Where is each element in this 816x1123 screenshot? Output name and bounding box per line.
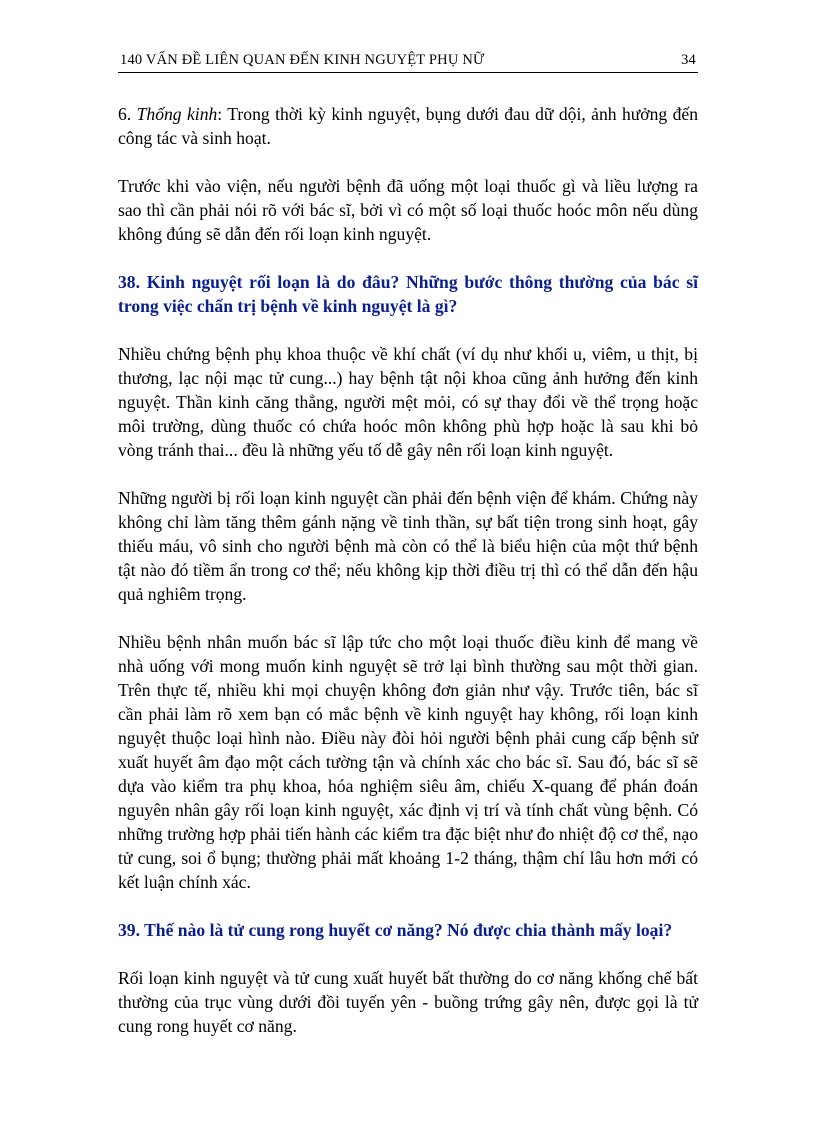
running-title: 140 VẤN ĐỀ LIÊN QUAN ĐẾN KINH NGUYỆT PHỤ NỮ (120, 52, 485, 68)
paragraph-38-1: Nhiều chứng bệnh phụ khoa thuộc về khí chất (ví dụ như khối u, viêm, u thịt, bị thương, lạc nội mạc tử cung...) hay bệnh tật nội khoa cũng ảnh hưởng đến kinh nguyệt. Thần kinh căng thẳng, người mệt mỏi, có sự thay đổi về thể trọng hoặc môi trường, dùng thuốc có chứa hoóc môn không phù hợp hoặc là sau khi bỏ vòng tránh thai... đều là những yếu tố dễ gây nên rối loạn kinh nguyệt. (118, 344, 698, 460)
heading-question-38: 38. Kinh nguyệt rối loạn là do đâu? Những bước thông thường của bác sĩ trong việc chẩn trị bệnh về kinh nguyệt là gì? (118, 272, 698, 316)
item-6-term: Thống kinh (136, 104, 218, 124)
item-6-label: 6. (118, 104, 137, 124)
item-6-text: : Trong thời kỳ kinh nguyệt, bụng dưới đau dữ dội, ảnh hưởng đến công tác và sinh hoạt. (118, 104, 698, 148)
paragraph-38-2: Những người bị rối loạn kinh nguyệt cần phải đến bệnh viện để khám. Chứng này không chỉ làm tăng thêm gánh nặng về tinh thần, sự bất tiện trong sinh hoạt, gây thiếu máu, vô sinh cho người bệnh mà còn có thể là biểu hiện của một thứ bệnh tật nào đó tiềm ẩn trong cơ thể; nếu không kịp thời điều trị thì có thể dẫn đến hậu quả nghiêm trọng. (118, 488, 698, 604)
item-6-paragraph (118, 102, 698, 150)
paragraph-before-hospital: Trước khi vào viện, nếu người bệnh đã uống một loại thuốc gì và liều lượng ra sao thì cần phải nói rõ với bác sĩ, bởi vì có một số loại thuốc hoóc môn nếu dùng không đúng sẽ dẫn đến rối loạn kinh nguyệt. (118, 176, 698, 244)
page-number: 34 (681, 52, 696, 68)
page-body (118, 102, 698, 1038)
paragraph-38-3: Nhiều bệnh nhân muốn bác sĩ lập tức cho một loại thuốc điều kinh để mang về nhà uống với mong muốn kinh nguyệt sẽ trở lại bình thường sau một thời gian. Trên thực tế, nhiều khi mọi chuyện không đơn giản như vậy. Trước tiên, bác sĩ cần phải làm rõ xem bạn có mắc bệnh về kinh nguyệt hay không, rối loạn kinh nguyệt thuộc loại hình nào. Điều này đòi hỏi người bệnh phải cung cấp bệnh sử xuất huyết âm đạo một cách tường tận và chính xác cho bác sĩ. Sau đó, bác sĩ sẽ dựa vào kiểm tra phụ khoa, hóa nghiệm siêu âm, chiếu X-quang để phán đoán nguyên nhân gây rối loạn kinh nguyệt, xác định vị trí và tính chất vùng bệnh. Có những trường hợp phải tiến hành các kiểm tra đặc biệt như đo nhiệt độ cơ thể, nạo tử cung, soi ổ bụng; thường phải mất khoảng 1-2 tháng, thậm chí lâu hơn mới có kết luận chính xác. (118, 632, 698, 892)
paragraph-39-1: Rối loạn kinh nguyệt và tử cung xuất huyết bất thường do cơ năng khống chế bất thường của trục vùng dưới đồi tuyến yên - buồng trứng gây nên, được gọi là tử cung rong huyết cơ năng. (118, 968, 698, 1036)
heading-question-39: 39. Thế nào là tử cung rong huyết cơ năng? Nó được chia thành mấy loại? (118, 920, 673, 940)
page-header (118, 50, 698, 73)
